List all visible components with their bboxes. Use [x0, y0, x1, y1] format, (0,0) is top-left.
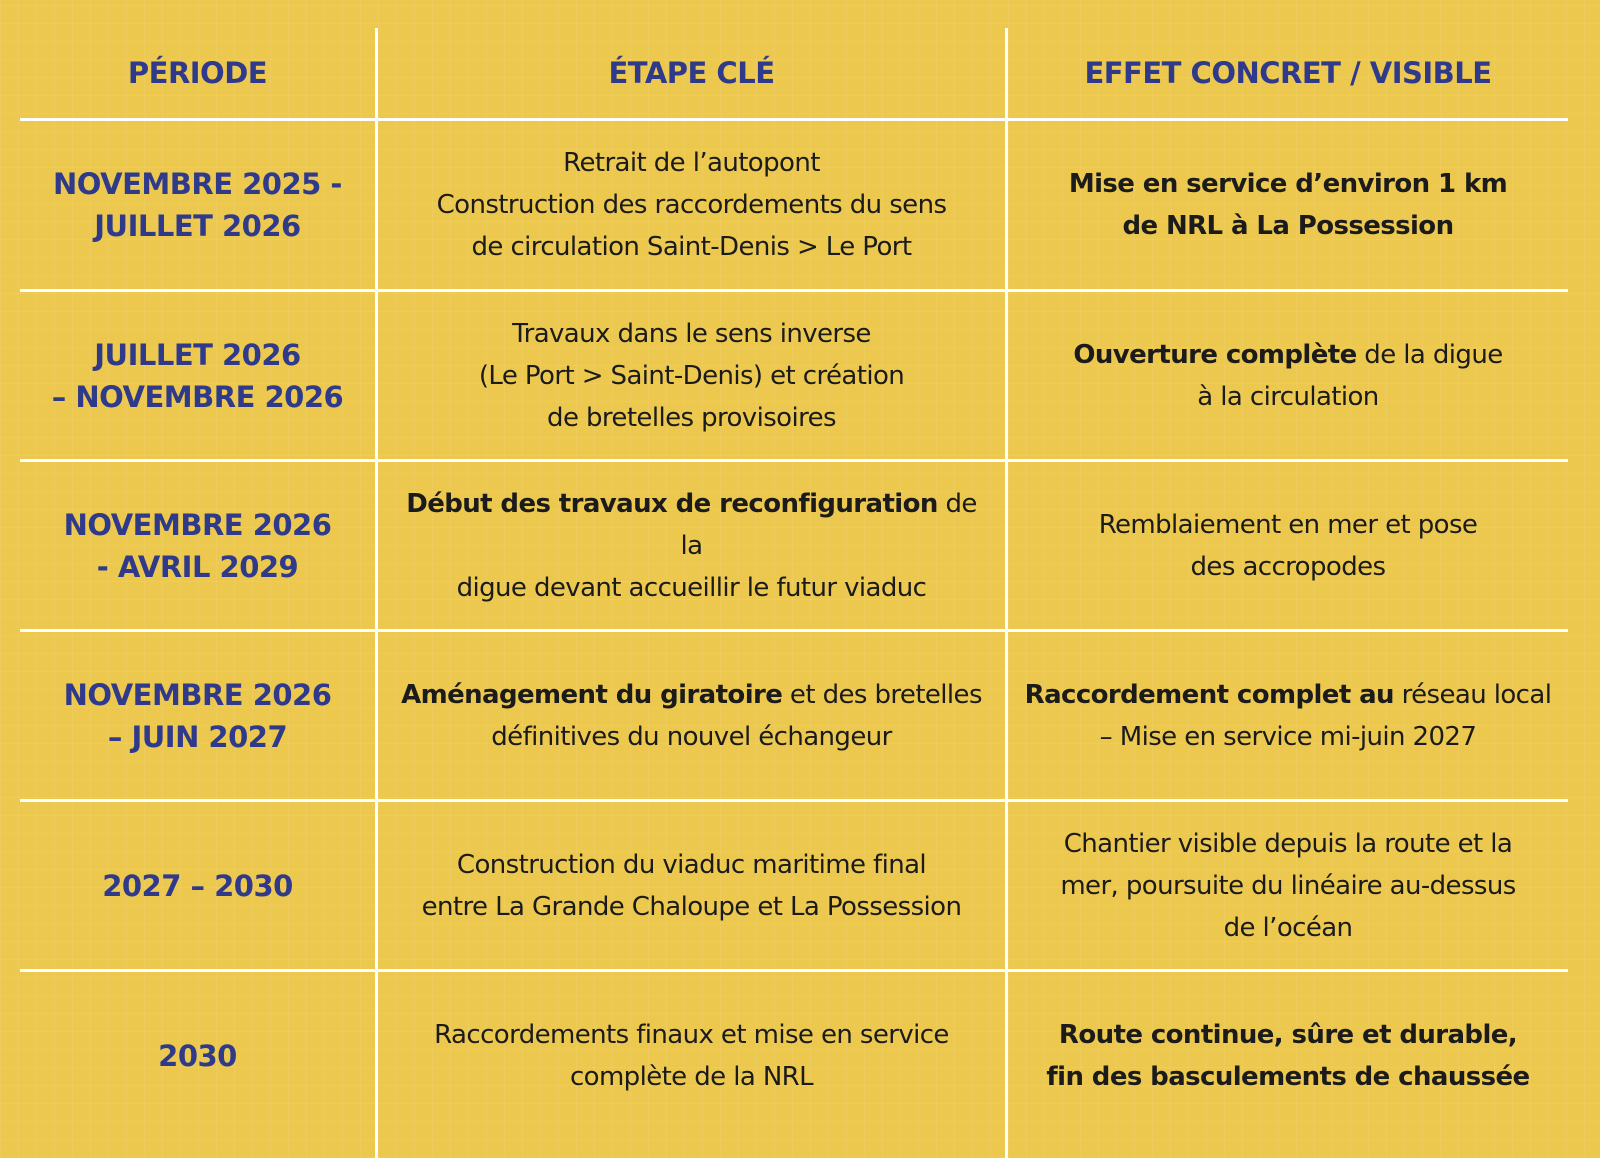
step-text: Construction du viaduc maritime final [456, 849, 927, 880]
table-row-1-effect [1008, 121, 1568, 289]
step-text: de la [680, 488, 977, 561]
effect-text-bold: Ouverture complète [1073, 339, 1357, 370]
step-text: et des bretelles [782, 679, 982, 710]
table-row-3-step [378, 462, 1005, 629]
table-row-4-step [378, 632, 1005, 799]
period-text: - AVRIL 2029 [96, 549, 299, 584]
table-row-3-period [20, 462, 375, 629]
table-row-2-effect [1008, 292, 1568, 459]
step-text: définitives du nouvel échangeur [491, 721, 892, 752]
step-text: Raccordements finaux et mise en service [434, 1020, 949, 1050]
table-row-4-period [20, 632, 375, 799]
effect-text: mer, poursuite du linéaire au-dessus [1060, 870, 1516, 901]
period-text: JUILLET 2026 [94, 209, 301, 243]
step-text: digue devant accueillir le futur viaduc [456, 572, 927, 603]
table-row-5-effect [1008, 802, 1568, 969]
period-text: NOVEMBRE 2025 - [53, 167, 342, 201]
effect-text-bold: Mise en service d’environ 1 km [1068, 169, 1508, 199]
effect-text-bold: de NRL à La Possession [1122, 211, 1454, 241]
table-row-5-period [20, 802, 375, 969]
effect-line [1025, 674, 1552, 716]
effect-text: à la circulation [1197, 381, 1379, 412]
period-text: 2027 – 2030 [102, 868, 293, 903]
effect-text: des accropodes [1190, 551, 1386, 582]
step-text: de circulation Saint-Denis > Le Port [471, 232, 912, 262]
header-period: PÉRIODE [127, 56, 268, 90]
effect-text-bold: Raccordement complet au [1024, 679, 1394, 710]
step-text-bold: Début des travaux de reconfiguration [406, 488, 938, 519]
effect-text: de l’océan [1223, 912, 1353, 943]
table-row-4-effect [1008, 632, 1568, 799]
table-row-1-period [20, 121, 375, 289]
period-text: – JUIN 2027 [107, 719, 288, 754]
effect-line [1073, 334, 1502, 376]
table-row-5-step [378, 802, 1005, 969]
step-line [392, 483, 991, 567]
table-row-1-step [378, 121, 1005, 289]
step-text: (Le Port > Saint-Denis) et création [478, 360, 905, 391]
step-text: entre La Grande Chaloupe et La Possession [421, 891, 962, 922]
period-text: NOVEMBRE 2026 [63, 677, 332, 712]
table-row-6-effect [1008, 972, 1568, 1140]
table-row-2-step [378, 292, 1005, 459]
header-effect: EFFET CONCRET / VISIBLE [1084, 56, 1492, 90]
step-text: Construction des raccordements du sens [436, 190, 947, 220]
effect-text: Remblaiement en mer et pose [1098, 509, 1478, 540]
table-row-6-period [20, 972, 375, 1140]
effect-text: de la digue [1356, 339, 1503, 370]
effect-text-bold: Route continue, sûre et durable, [1058, 1020, 1518, 1050]
period-text: – NOVEMBRE 2026 [51, 379, 344, 414]
period-text: 2030 [158, 1039, 237, 1073]
step-text-bold: Aménagement du giratoire [401, 679, 783, 710]
table-row-2-period [20, 292, 375, 459]
period-text: NOVEMBRE 2026 [63, 507, 332, 542]
step-line [401, 674, 982, 716]
timeline-table [20, 0, 1568, 1158]
effect-text: réseau local [1393, 679, 1552, 710]
effect-text: Chantier visible depuis la route et la [1063, 828, 1513, 859]
period-text: JUILLET 2026 [94, 337, 301, 372]
header-step: ÉTAPE CLÉ [608, 56, 775, 90]
table-row-3-effect [1008, 462, 1568, 629]
effect-text-bold: fin des basculements de chaussée [1046, 1062, 1530, 1092]
step-text: de bretelles provisoires [547, 402, 836, 433]
step-text: Retrait de l’autopont [563, 148, 820, 178]
effect-text: – Mise en service mi-juin 2027 [1099, 721, 1477, 752]
table-row-6-step [378, 972, 1005, 1140]
step-text: complète de la NRL [569, 1062, 814, 1092]
step-text: Travaux dans le sens inverse [512, 318, 871, 349]
